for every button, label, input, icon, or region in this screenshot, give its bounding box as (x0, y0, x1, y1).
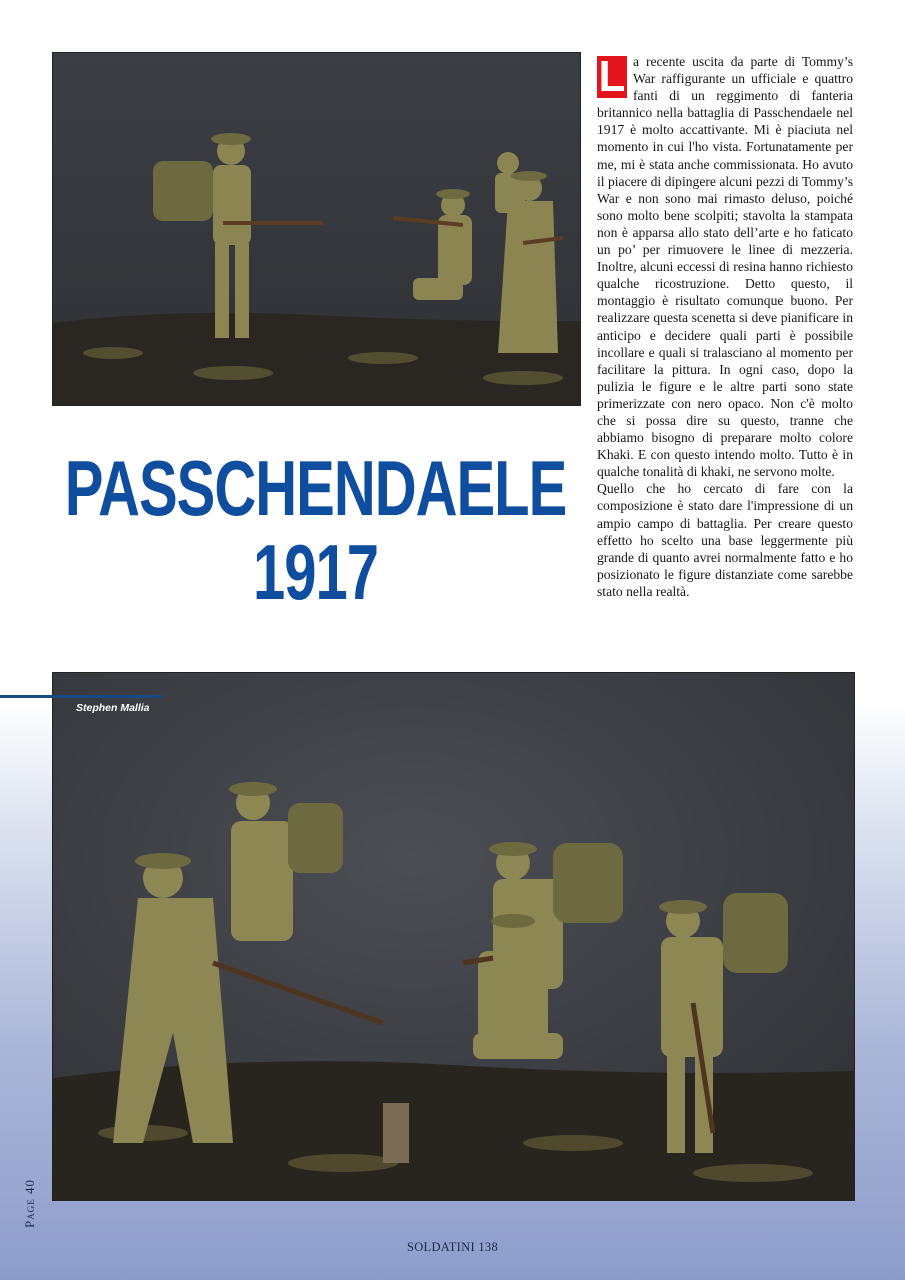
article-title-line-2: 1917 (252, 528, 379, 617)
article-title-line-1: PASSCHENDAELE (64, 444, 567, 533)
article-paragraph-1 (597, 53, 853, 480)
magazine-footer: SOLDATINI 138 (406, 1240, 499, 1254)
diorama-photo-bottom-image (53, 673, 854, 1200)
credit-rule (0, 695, 162, 698)
article-paragraph-2: Quello che ho cercato di fare con la composizione è stato dare l'impressione di un ampio campo di battaglia. Per creare questo effetto ho scelto una base leggermente più grande di quanto avrei normalmente fatto e ho posizionato le figure distanziate come sarebbe stato nella realtà. (597, 481, 853, 599)
article-body (597, 53, 853, 600)
drop-cap: L (598, 52, 626, 101)
page-number: Page 40 (22, 1179, 37, 1228)
diorama-photo-top (52, 52, 581, 406)
article-paragraph-1-text: a recente uscita da parte di Tommy’s War raffigurante un ufficiale e quattro fanti di un reggimento di fanteria britannico nella battaglia di Passchendaele nel 1917 è molto accattivante. Mi è piaciuta nel momento in cui l'ho vista. Fortunatamente per me, mi è stata anche commissionata. Ho avuto il piacere di dipingere alcuni pezzi di Tommy’s War e non sono mai rimasto deluso, poiché sono molto bene scolpiti; stavolta la stampata non è apparsa allo stato dell’arte e ho faticato un po’ per rimuovere le linee di mezzeria. Inoltre, alcuni eccessi di resina hanno richiesto qualche ricostruzione. Detto questo, il montaggio è risultato comunque buono. Per realizzare questa scenetta si deve pianificare in anticipo e decidere quali parti è possibile incollare e quali si tralasciano al momento per facilitare la pittura. In ogni caso, dopo la pulizia le figure e le altre parti sono state primerizzate con nero opaco. Non c'è molto che si possa dire su questo, tranne che abbiamo bisogno di preparare molto colore Khaki. E con questo intendo molto. Tutto è in qualche tonalità di khaki, ne servono molte. (597, 54, 853, 480)
diorama-photo-bottom (52, 672, 855, 1201)
diorama-photo-top-image (53, 53, 580, 405)
photo-credit: Stephen Mallia (76, 702, 150, 714)
